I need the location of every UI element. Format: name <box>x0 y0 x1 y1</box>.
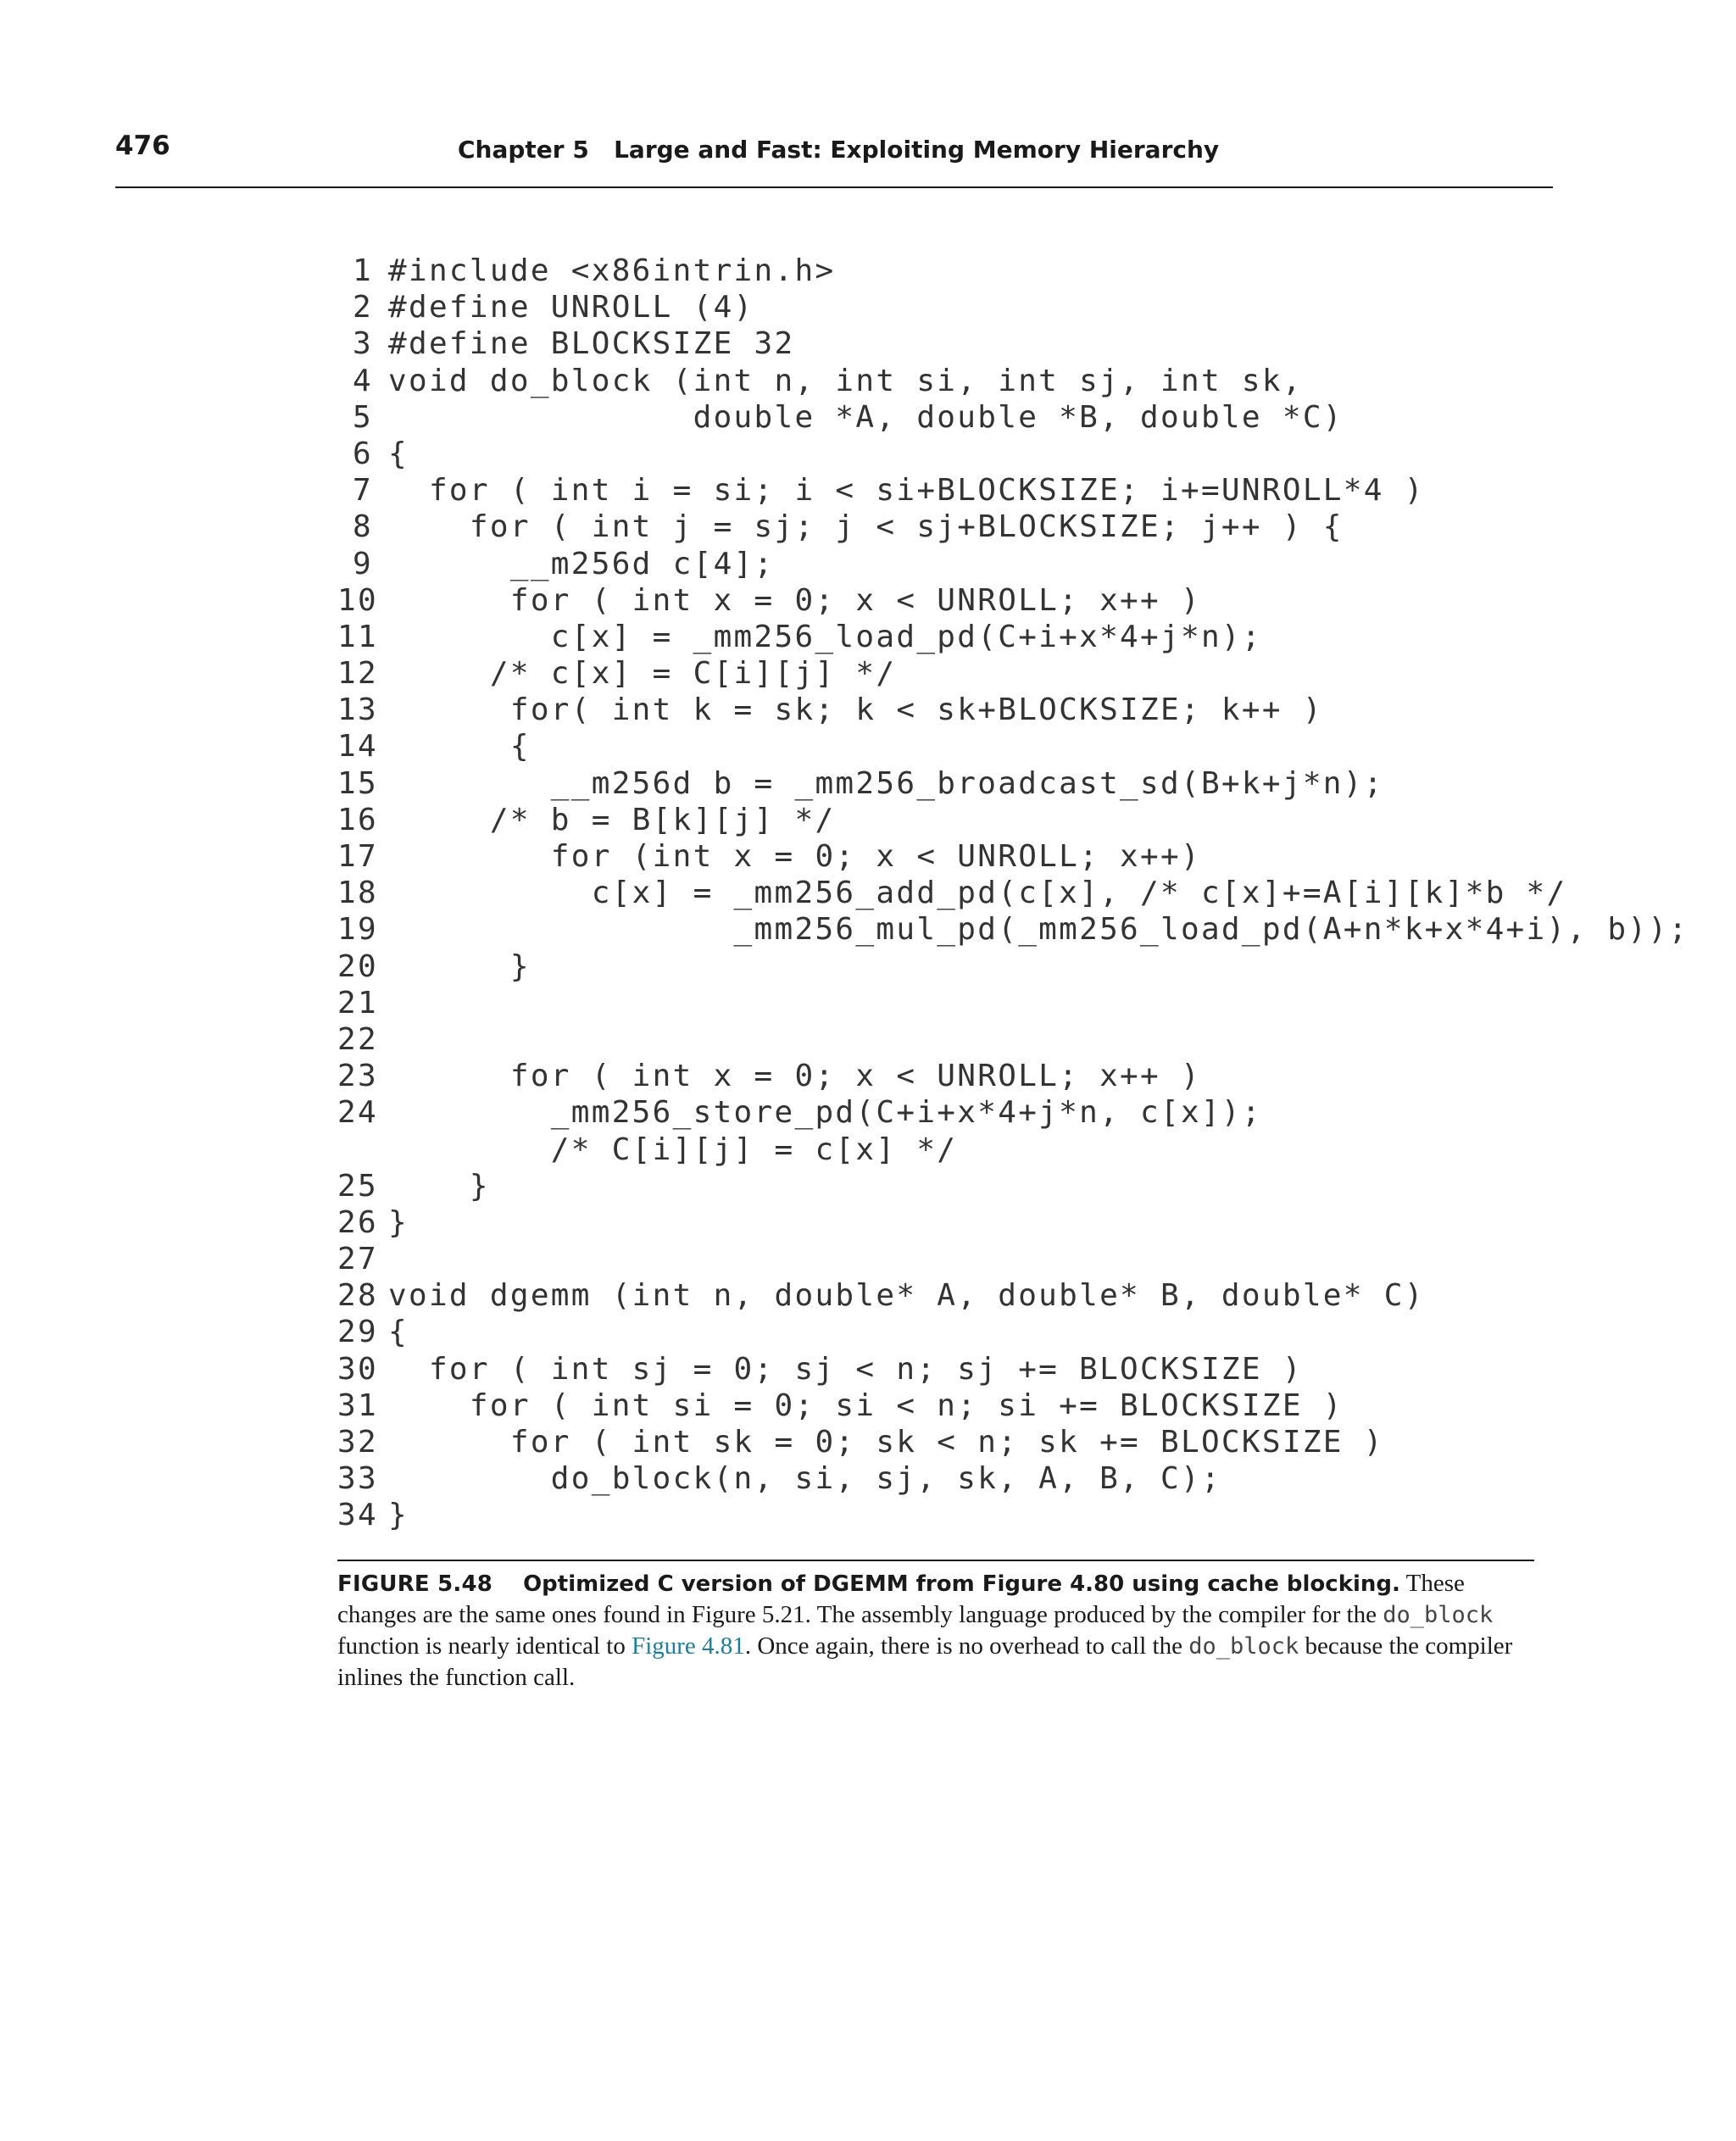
line-number: 22 <box>337 1021 378 1057</box>
code-line <box>337 1387 1558 1424</box>
figure-4-81-link[interactable]: Figure 4.81 <box>632 1632 745 1660</box>
line-code: for (int x = 0; x < UNROLL; x++) <box>388 839 1201 874</box>
code-line <box>337 1058 1558 1094</box>
code-line <box>337 911 1689 948</box>
code-line <box>337 1094 1558 1131</box>
caption-text-3: . Once again, there is no overhead to call the <box>744 1632 1189 1660</box>
line-code: __m256d c[4]; <box>388 546 775 581</box>
line-number: 11 <box>337 619 378 654</box>
line-number: 8 <box>353 509 373 545</box>
line-number <box>337 1132 373 1168</box>
line-code: _mm256_mul_pd(_mm256_load_pd(A+n*k+x*4+i), b)); <box>388 912 1689 948</box>
line-code: for ( int x = 0; x < UNROLL; x++ ) <box>388 582 1201 618</box>
line-number: 5 <box>353 399 373 435</box>
code-line <box>337 325 1558 362</box>
line-number: 1 <box>353 253 373 288</box>
line-number: 10 <box>337 582 378 618</box>
line-code: #define BLOCKSIZE 32 <box>388 326 795 362</box>
line-code: do_block(n, si, sj, sk, A, B, C); <box>388 1461 1221 1497</box>
line-code: void do_block (int n, int si, int sj, int sk, <box>388 363 1303 398</box>
code-line <box>337 1497 1558 1533</box>
code-line <box>337 1204 1558 1241</box>
line-code: double *A, double *B, double *C) <box>388 399 1344 435</box>
code-line <box>337 985 1558 1021</box>
line-number: 9 <box>353 546 373 581</box>
line-code: for ( int j = sj; j < sj+BLOCKSIZE; j++ ) { <box>388 509 1344 545</box>
code-line <box>337 1314 1558 1350</box>
line-number: 3 <box>353 326 373 362</box>
line-number: 14 <box>337 729 378 765</box>
code-line <box>337 546 1558 582</box>
caption-rule <box>337 1560 1534 1561</box>
line-code: } <box>388 1204 409 1240</box>
line-number: 25 <box>337 1168 378 1204</box>
line-code: for ( int i = si; i < si+BLOCKSIZE; i+=UNROLL*4 ) <box>388 473 1425 509</box>
code-line <box>337 1351 1558 1387</box>
line-number: 2 <box>353 290 373 325</box>
code-line <box>337 802 1558 838</box>
code-line <box>337 838 1558 875</box>
line-number: 23 <box>337 1059 378 1094</box>
page-number: 476 <box>115 131 170 161</box>
code-line <box>337 948 1558 985</box>
line-code: #define UNROLL (4) <box>388 290 754 325</box>
line-number: 32 <box>337 1425 378 1460</box>
line-number: 27 <box>337 1242 378 1277</box>
line-code: /* b = B[k][j] */ <box>388 802 836 837</box>
line-code <box>373 1021 388 1058</box>
line-number: 31 <box>337 1387 378 1423</box>
line-code <box>373 985 388 1021</box>
code-line <box>337 1021 1558 1058</box>
line-code: __m256d b = _mm256_broadcast_sd(B+k+j*n); <box>388 765 1384 801</box>
code-line <box>337 1132 1558 1168</box>
line-code: { <box>388 1315 409 1350</box>
line-number: 4 <box>353 363 373 398</box>
line-code: c[x] = _mm256_add_pd(c[x], /* c[x]+=A[i][k]*b */ <box>388 876 1567 911</box>
code-line <box>337 289 1558 325</box>
caption-text-2: function is nearly identical to <box>337 1632 632 1660</box>
line-number: 21 <box>337 985 378 1020</box>
line-code: c[x] = _mm256_load_pd(C+i+x*4+j*n); <box>388 619 1262 654</box>
line-number: 24 <box>337 1095 378 1131</box>
line-code: for( int k = sk; k < sk+BLOCKSIZE; k++ ) <box>388 692 1323 728</box>
code-line <box>337 436 1558 472</box>
line-number: 16 <box>337 802 378 837</box>
code-line <box>337 619 1558 655</box>
line-number: 34 <box>337 1498 378 1533</box>
line-code: for ( int sk = 0; sk < n; sk += BLOCKSIZE ) <box>388 1425 1384 1460</box>
line-code: #include <x86intrin.h> <box>388 253 836 288</box>
line-code: /* c[x] = C[i][j] */ <box>388 656 897 692</box>
code-line <box>337 655 1558 692</box>
figure-label: FIGURE 5.48 <box>337 1571 493 1597</box>
line-code: for ( int x = 0; x < UNROLL; x++ ) <box>388 1059 1201 1094</box>
code-line <box>337 1241 1558 1277</box>
code-line <box>337 363 1558 399</box>
line-number: 26 <box>337 1204 378 1240</box>
line-code: /* C[i][j] = c[x] */ <box>388 1132 958 1167</box>
running-head: Chapter 5 Large and Fast: Exploiting Memory Hierarchy <box>458 136 1220 164</box>
line-code: { <box>388 436 409 471</box>
line-number: 28 <box>337 1278 378 1314</box>
figure-caption <box>337 1568 1534 1693</box>
line-number: 19 <box>337 912 378 948</box>
figure-title: Optimized C version of DGEMM from Figure 4.80 using cache blocking. <box>523 1571 1400 1597</box>
caption-text-4: because the compiler inlines the function call. <box>337 1632 1513 1691</box>
line-number: 6 <box>353 436 373 471</box>
line-code: _mm256_store_pd(C+i+x*4+j*n, c[x]); <box>388 1095 1262 1131</box>
line-number: 20 <box>337 948 378 984</box>
code-line <box>337 728 1558 765</box>
line-number: 7 <box>353 473 373 509</box>
code-line <box>337 399 1558 436</box>
line-code: } <box>388 1498 409 1533</box>
line-number: 12 <box>337 656 378 692</box>
line-number: 30 <box>337 1351 378 1387</box>
code-line <box>337 1424 1558 1460</box>
line-code: } <box>388 1168 490 1204</box>
code-line <box>337 1168 1558 1204</box>
line-code: } <box>388 948 531 984</box>
line-number: 15 <box>337 765 378 801</box>
line-code: void dgemm (int n, double* A, double* B, double* C) <box>388 1278 1425 1314</box>
line-number: 33 <box>337 1461 378 1497</box>
code-line <box>337 472 1558 509</box>
code-line <box>337 509 1558 545</box>
code-line <box>337 253 1558 289</box>
line-code: { <box>388 729 531 765</box>
line-number: 13 <box>337 692 378 728</box>
page-header <box>115 127 1553 188</box>
caption-text-1: These changes are the same ones found in Figure 5.21. The assembly language produced by the compiler for the <box>337 1570 1465 1628</box>
caption-code-do-block-1: do_block <box>1383 1602 1494 1628</box>
line-code: for ( int si = 0; si < n; si += BLOCKSIZE ) <box>388 1387 1344 1423</box>
line-number: 17 <box>337 839 378 874</box>
line-number: 18 <box>337 876 378 911</box>
code-line <box>337 582 1558 619</box>
line-number: 29 <box>337 1315 378 1350</box>
line-code: for ( int sj = 0; sj < n; sj += BLOCKSIZE ) <box>388 1351 1303 1387</box>
line-code <box>373 1241 388 1277</box>
code-line <box>337 1277 1558 1314</box>
caption-code-do-block-2: do_block <box>1188 1633 1299 1660</box>
code-line <box>337 692 1558 728</box>
code-line <box>337 765 1558 802</box>
code-line <box>337 1460 1558 1497</box>
code-line <box>337 875 1567 911</box>
code-listing <box>337 253 1689 1534</box>
